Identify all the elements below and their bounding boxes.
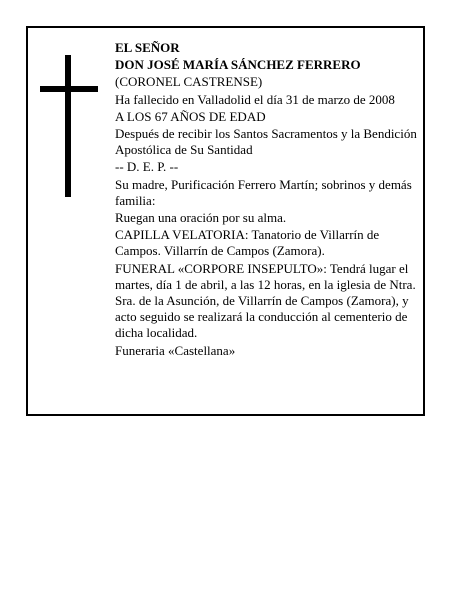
obituary-notice	[26, 26, 425, 416]
cross-vertical-bar	[65, 55, 71, 197]
deceased-name: DON JOSÉ MARÍA SÁNCHEZ FERRERO	[115, 57, 361, 73]
notice-title: EL SEÑOR	[115, 40, 180, 55]
deceased-rank: (CORONEL CASTRENSE)	[115, 74, 263, 90]
latin-cross-icon	[40, 55, 98, 197]
sacraments-statement: Después de recibir los Santos Sacramentos y la Bendición Apostólica de Su Santidad	[115, 126, 417, 158]
prayer-request: Ruegan una oración por su alma.	[115, 210, 287, 226]
family-statement: Su madre, Purificación Ferrero Martín; sobrinos y demás familia:	[115, 176, 412, 208]
notice-text	[115, 40, 427, 360]
chapel-details: CAPILLA VELATORIA: Tanatorio de Villarrín de Campos. Villarrín de Campos (Zamora).	[115, 227, 380, 259]
funeral-home: Funeraria «Castellana»	[115, 342, 236, 358]
rest-in-peace: -- D. E. P. --	[115, 159, 179, 175]
cross-horizontal-bar	[40, 86, 98, 92]
age-statement: A LOS 67 AÑOS DE EDAD	[115, 108, 266, 124]
funeral-details: FUNERAL «CORPORE INSEPULTO»: Tendrá lugar el martes, día 1 de abril, a las 12 horas, en la iglesia de Ntra. Sra. de la Asunción, de Villarrín de Campos (Zamora), y acto seguido se realizará la conducción al cementerio de dicha localidad.	[115, 260, 416, 341]
death-statement: Ha fallecido en Valladolid el día 31 de marzo de 2008	[115, 91, 395, 107]
